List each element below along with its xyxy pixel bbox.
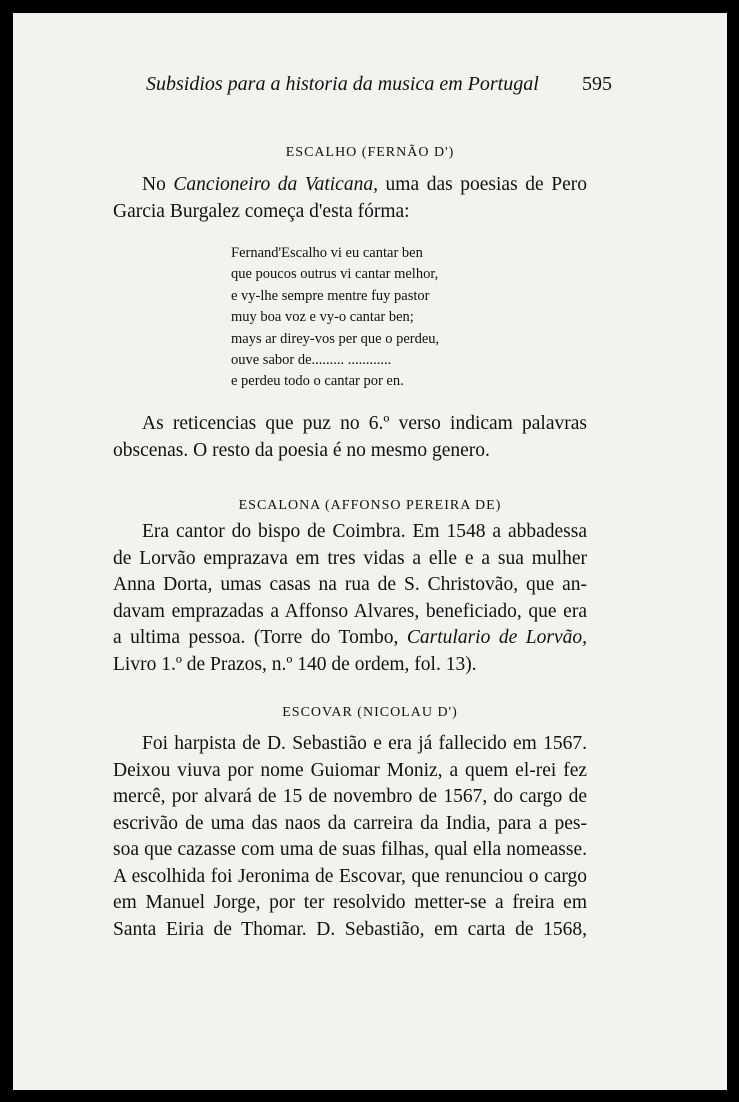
verse-line: e perdeu todo o cantar por en. (231, 373, 404, 390)
text-segment: em Manuel Jorge, por ter resolvido metter-se a freira em (113, 892, 587, 913)
text-line (113, 837, 587, 864)
text-line (113, 917, 587, 944)
text-line (113, 784, 587, 811)
page-number: 595 (582, 73, 612, 95)
text-segment: Cartulario de Lorvão, (406, 627, 587, 648)
text-line (113, 519, 587, 546)
text-line (113, 411, 587, 438)
text-line (113, 864, 587, 891)
text-line (113, 731, 587, 758)
text-segment: soa que cazasse com uma de suas filhas, qual ella nomeasse. (113, 839, 587, 860)
text-segment: de Lorvão emprazava em tres vidas a elle e a sua mulher (113, 547, 587, 569)
text-segment: mercê, por alvará de 15 de novembro de 1567, do cargo de (113, 786, 587, 807)
paragraph-escalho-intro (113, 172, 587, 225)
text-line (113, 758, 587, 785)
verse-line: Fernand'Escalho vi eu cantar ben (231, 245, 423, 261)
text-segment: uma das poesias de Pero (377, 174, 587, 195)
verse-line: que poucos outrus vi cantar melhor, (231, 266, 439, 283)
running-head (146, 73, 612, 96)
text-segment: Era cantor do bispo de Coimbra. Em 1548 a abbadessa (142, 521, 587, 542)
text-line (113, 546, 587, 573)
paragraph-escovar (113, 731, 587, 943)
text-line (113, 599, 587, 626)
running-head-title: Subsidios para a historia da musica em Portugal (146, 73, 539, 95)
book-page (13, 13, 727, 1090)
text-line (113, 199, 587, 226)
text-segment: Santa Eiria de Thomar. D. Sebastião, em carta de 1568, (113, 918, 587, 940)
text-line (113, 652, 587, 679)
text-line (113, 572, 587, 599)
section-heading-escovar: ESCOVAR (NICOLAU D') (282, 705, 458, 720)
text-line (113, 438, 587, 465)
text-segment: As reticencias que puz no 6.º verso indicam palavras (142, 413, 587, 434)
text-segment: a ultima pessoa. (Torre do Tombo, (113, 627, 407, 648)
text-segment: Anna Dorta, umas casas na rua de S. Christovão, que an- (113, 574, 587, 595)
paragraph-escalho-note (113, 411, 587, 464)
text-line (113, 890, 587, 917)
text-segment: Garcia Burgalez começa d'esta fórma: (113, 200, 410, 222)
text-segment: obscenas. O resto da poesia é no mesmo genero. (113, 439, 490, 461)
text-segment: Cancioneiro da Vaticana, (173, 174, 378, 195)
verse-line: e vy-lhe sempre mentre fuy pastor (231, 287, 430, 304)
text-segment: No (142, 174, 174, 195)
text-line (113, 172, 587, 199)
paragraph-escalona (113, 519, 587, 678)
text-segment: escrivão de uma das naos da carreira da India, para a pes- (113, 812, 587, 834)
text-line (113, 625, 587, 652)
verse-line: mays ar direy-vos per que o perdeu, (231, 330, 440, 347)
text-segment: davam emprazadas a Affonso Alvares, beneficiado, que era (113, 600, 587, 622)
text-segment: Livro 1.º de Prazos, n.º 140 de ordem, fol. 13). (113, 653, 477, 675)
verse-block (231, 243, 551, 393)
text-segment: A escolhida foi Jeronima de Escovar, que renunciou o cargo (113, 865, 587, 887)
verse-line: ouve sabor de......... ............ (231, 351, 392, 368)
verse-line: muy boa voz e vy-o cantar ben; (231, 309, 414, 326)
section-heading-escalho: ESCALHO (FERNÃO D') (285, 145, 455, 160)
text-segment: Deixou viuva por nome Guiomar Moniz, a quem el-rei fez (113, 759, 587, 781)
text-line (113, 811, 587, 838)
text-segment: Foi harpista de D. Sebastião e era já fallecido em 1567. (142, 733, 587, 754)
section-heading-escalona: ESCALONA (AFFONSO PEREIRA DE) (238, 498, 502, 513)
